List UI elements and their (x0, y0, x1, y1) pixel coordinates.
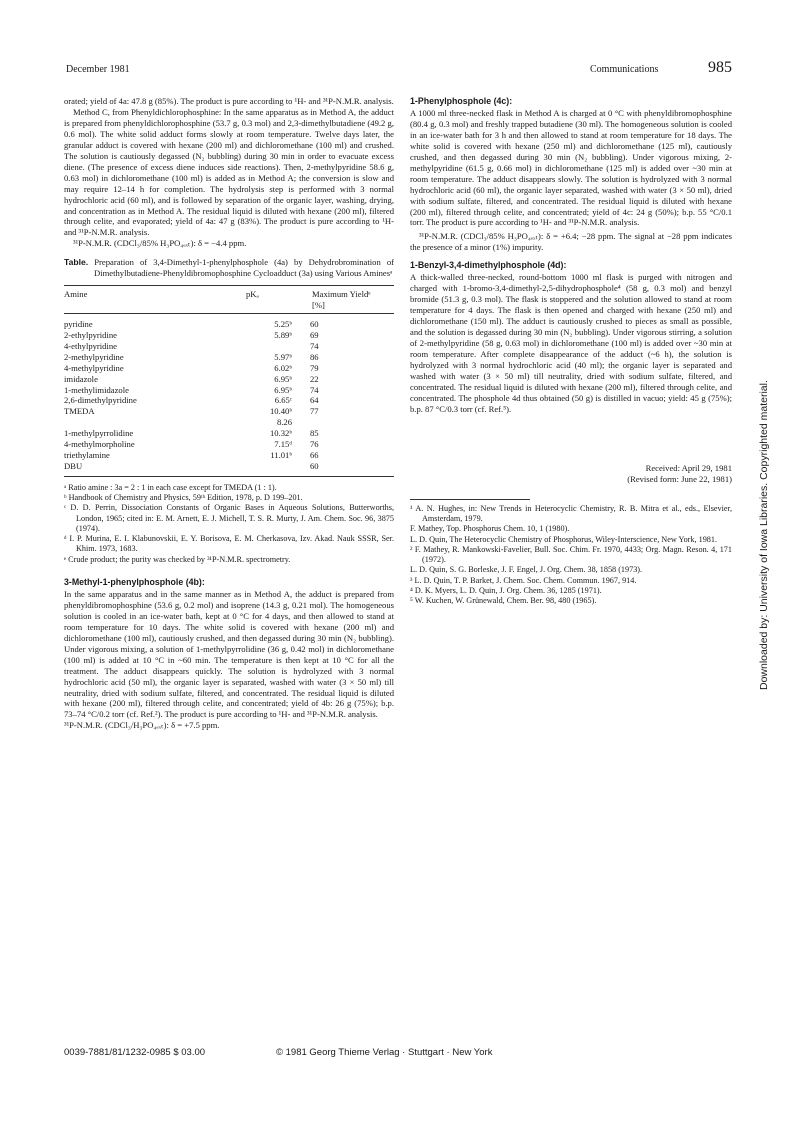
col-yield-header: Maximum Yieldᵉ (312, 289, 371, 300)
cell-amine: 2,6-dimethylpyridine (64, 395, 137, 406)
references-rule (410, 499, 530, 500)
col-amine-header: Amine (64, 289, 88, 300)
reference-item: L. D. Quin, The Heterocyclic Chemistry of Phosphorus, Wiley-Interscience, New York, 1981. (410, 534, 718, 544)
cell-amine: DBU (64, 460, 83, 471)
cell-amine: 2-ethylpyridine (64, 330, 117, 341)
cell-yield: 85 (310, 428, 319, 439)
table-caption-label: Table. (64, 257, 89, 268)
reference-item: L. D. Quin, S. G. Borleske, J. F. Engel, J. Org. Chem. 38, 1858 (1973). (410, 565, 643, 575)
cell-yield: 22 (310, 373, 319, 384)
cell-yield: 76 (310, 438, 319, 449)
table-footnote: ᶜ D. D. Perrin, Dissociation Constants of Organic Bases in Aqueous Solutions, Butterworths, London, 1965; cited in: E. M. Arnett, E. J. Michell, T. S. R. Murty, J. Am. Chem. Soc. 96, 3875 (1974). (64, 503, 394, 533)
references (410, 504, 732, 607)
header-section: Communications (590, 64, 659, 75)
reference-item: ⁴ D. K. Myers, L. D. Quin, J. Org. Chem. 36, 1285 (1971). (410, 586, 602, 596)
table-footnote: ᵇ Handbook of Chemistry and Physics, 59ᵗʰ Edition, 1978, p. D 199–201. (64, 492, 303, 502)
heading-4d: 1-Benzyl-3,4-dimethylphosphole (4d): (410, 260, 567, 271)
table-footnote: ᵈ I. P. Murina, E. I. Klabunovskii, E. Y. Borisova, E. M. Cherkasova, Izv. Akad. Nauk SSSR, Ser. Khim. 1973, 1683. (64, 534, 394, 554)
table-row (64, 319, 394, 330)
paragraph: orated; yield of 4a: 47.8 g (85%). The product is pure according to ¹H- and ³¹P-N.M.R. analysis. (64, 96, 394, 106)
cell-amine: 1-methylimidazole (64, 384, 129, 395)
left-column (64, 96, 394, 731)
table-row (64, 417, 394, 428)
cell-pka (214, 341, 292, 352)
table-row (64, 374, 394, 385)
cell-pka: 11.01ᵇ (270, 449, 292, 460)
table-row (64, 439, 394, 450)
cell-yield: 86 (310, 351, 319, 362)
reference-item: ¹ A. N. Hughes, in: New Trends in Heterocyclic Chemistry, R. B. Mitra et al., eds., Elsevier, Amsterdam, 1979. (410, 503, 732, 523)
nmr-4b: ³¹P-N.M.R. (CDCl₃/H₃PO₄ₑₓₜ): δ = +7.5 ppm. (64, 720, 220, 731)
table-row (64, 363, 394, 374)
table-body (64, 319, 394, 471)
side-download-note: Downloaded by: University of Iowa Libraries. Copyrighted material. (758, 380, 770, 690)
table-row (64, 461, 394, 472)
table-header (64, 286, 394, 313)
right-column (410, 96, 732, 607)
cell-yield: 79 (310, 362, 319, 373)
cell-yield: 77 (310, 406, 319, 417)
cell-yield: 60 (310, 460, 319, 471)
table-row (64, 341, 394, 352)
paragraph-4d: A thick-walled three-necked, round-bottom 1000 ml flask is purged with nitrogen and charged with 1-bromo-3,4-dimethyl-2,5-dihydrophosphole⁴ (58 g, 0.3 mol) and benzyl bromide (51.3 g, 0.3 mol). The flask is stoppered and the solution allowed to stand at room temperature for 4 days. The flask is then opened and charged with hexane (250 ml) and dichloromethane (150 ml). The adduct is cautiously crushed to pieces as small as possible, and the solution is degassed during 30 min (N₂ bubbling). Under vigorous stirring, a solution of 2-methylpyridine (58 g, 0.63 mol) in dichloromethane (100 ml) is added over ~30 min at room temperature. After complete disappearance of the adduct (~6 h), the solution is hydrolyzed with 3 normal hydrochloric acid (40 ml); the organic layer is separated and washed with water (3 × 50 ml) till neutrality, dried with sodium sulfate, filtered, and concentrated. The residual liquid is diluted with hexane (200 ml), filtered through celite, and concentrated. The phosphole 4d thus obtained (50 g) is distilled in vacuo; yield: 45 g (75%); b.p. 87 °C/0.3 torr (cf. Ref.⁵). (410, 272, 732, 414)
table-row (64, 450, 394, 461)
table-row (64, 352, 394, 363)
cell-amine: 1-methylpyrrolidine (64, 428, 134, 439)
table-row (64, 406, 394, 417)
reference-item: ⁵ W. Kuchen, W. Grünewald, Chem. Ber. 98, 480 (1965). (410, 596, 597, 606)
cell-amine: 4-ethylpyridine (64, 340, 117, 351)
cell-pka: 10.40ᵇ (270, 406, 292, 417)
cell-pka: 6.02ᵇ (274, 362, 292, 373)
paragraph-4c: A 1000 ml three-necked flask in Method A is charged at 0 °C with phenyldibromophosphine (80.4 g, 0.3 mol) and freshly trapped butadiene (30 ml). The homogeneous solution is cooled in an ice-water bath for 3 h and then allowed to stand at room temperature for 18 days. The white solid is covered with hexane (250 ml) and dichloromethane (125 ml), cautiously crushed, and then degassed during 30 min (N₂ bubbling). Under vigorous mixing, 2-methylpyridine (61.5 g, 0.66 mol) in dichloromethane (125 ml) is added over ~30 min at room temperature. The adduct disappears slowly. The solution is hydrolyzed with 3 normal hydrochloric acid (60 ml), the organic layer separated, washed with water (3 × 50 ml), dried with sodium sulfate, filtered, and concentrated. The residual liquid is diluted with hexane (200 ml), filtered through celite, and concentrated; yield of 4c: 24 g (50%); b.p. 55 °C/0.1 torr. The product is pure according to ¹H- and ³¹P-N.M.R. analysis. (410, 107, 732, 228)
paragraph-method-c: Method C, from Phenyldichlorophosphine: In the same apparatus as in Method A, the adduct is prepared from phenyldichlorophosphine (53.7 g, 0.3 mol) and 2,3-dimethylbutadiene (49.2 g, 0.6 mol). The white solid adduct forms slowly at room temperature. Twelve days later, the granular adduct is covered with hexane (200 ml) and dichloromethane (100 ml) and crushed. The solution is cautiously degassed (N₂ bubbling) during 30 min in order to evacuate excess diene. (The presence of excess diene induces side reactions). Then, 2-methylpyridine 58.6 g, 0.63 mol) in dichloromethane (100 ml) is added as in Method A; the conversion is slow and may require 12–14 h for completion. The hydrolysis step is performed with 3 normal hydrochloric acid (60 ml), and is followed by separation of the organic layer, washing, drying, and concentration as in Method A. The residual liquid is diluted with hexane (200 ml), filtered through celite, and evaporated; yield of 4a: 47 g (83%). The product is pure according to ¹H- and ³¹P-N.M.R. analysis. (64, 106, 394, 238)
cell-yield: 66 (310, 449, 319, 460)
table-row (64, 428, 394, 439)
cell-pka: 6.95ᵇ (274, 373, 292, 384)
revised-date: (Revised form: June 22, 1981) (627, 473, 732, 484)
nmr-4a: ³¹P-N.M.R. (CDCl₃/85% H₃PO₄ₑₓₜ): δ = −4.4 ppm. (73, 238, 247, 249)
col-pka-header: pKₐ (246, 289, 259, 300)
col-yield-unit: [%] (312, 300, 325, 311)
cell-pka: 5.25ᵇ (274, 319, 292, 330)
table-caption-text: Preparation of 3,4-Dimethyl-1-phenylphosphole (4a) by Dehydrobromination of Dimethylbutadiene-Phenyldibromophosphine Cycloadduct (3a) using Various Aminesᵃ (94, 257, 394, 279)
nmr-4c: ³¹P-N.M.R. (CDCl₃/85% H₃PO₄ₑₓₜ): δ = +6.4; −28 ppm. The signal at −28 ppm indicates the presence of a minor (1%) impurity. (410, 231, 732, 253)
cell-amine: imidazole (64, 373, 98, 384)
heading-4c: 1-Phenylphosphole (4c): (410, 96, 513, 106)
reference-item: ³ L. D. Quin, T. P. Barket, J. Chem. Soc. Chem. Commun. 1967, 914. (410, 575, 637, 585)
cell-pka: 6.95ᵇ (274, 384, 292, 395)
cell-amine: triethylamine (64, 449, 110, 460)
cell-amine: TMEDA (64, 406, 95, 417)
cell-pka: 10.32ᵇ (270, 428, 292, 439)
reference-item: F. Mathey, Top. Phosphorus Chem. 10, 1 (1980). (410, 524, 570, 534)
cell-yield: 74 (310, 340, 319, 351)
footer-code: 0039-7881/81/1232-0985 $ 03.00 (64, 1047, 206, 1058)
table-row (64, 395, 394, 406)
cell-yield: 69 (310, 330, 319, 341)
footer-copyright: © 1981 Georg Thieme Verlag · Stuttgart · New York (276, 1047, 493, 1058)
cell-yield (292, 417, 390, 428)
cell-pka: 7.15ᵈ (274, 438, 292, 449)
cell-pka: 5.89ᵇ (274, 330, 292, 341)
cell-amine: 2-methylpyridine (64, 351, 124, 362)
received-date: Received: April 29, 1981 (645, 462, 732, 473)
cell-amine: 4-methylmorpholine (64, 438, 135, 449)
cell-yield: 64 (310, 395, 319, 406)
heading-4b: 3-Methyl-1-phenylphosphole (4b): (64, 577, 205, 587)
table-caption (64, 257, 394, 279)
table-footnote: ᵉ Crude product; the purity was checked by ³¹P-N.M.R. spectrometry. (64, 554, 291, 564)
cell-yield: 60 (310, 319, 319, 330)
cell-yield: 74 (310, 384, 319, 395)
cell-pka: 5.97ᵇ (274, 351, 292, 362)
cell-amine (64, 417, 214, 428)
header-date: December 1981 (66, 64, 130, 75)
cell-amine: 4-methylpyridine (64, 362, 124, 373)
table-row (64, 330, 394, 341)
table-row (64, 385, 394, 396)
reference-item: ² F. Mathey, R. Mankowski-Favelier, Bull. Soc. Chim. Fr. 1970, 4433; Org. Magn. Reson. 4, 171 (1972). (410, 544, 732, 565)
cell-pka: 6.65ᶜ (274, 395, 292, 406)
cell-pka: 8.26 (276, 417, 292, 428)
table-footnote: ᵃ Ratio amine : 3a = 2 : 1 in each case except for TMEDA (1 : 1). (64, 482, 277, 492)
cell-pka (214, 461, 292, 472)
paragraph-4b: In the same apparatus and in the same manner as in Method A, the adduct is prepared from phenyldibromophosphine (53.6 g, 0.2 mol) and isoprene (14.3 g, 0.21 mol). The homogeneous solution is cooled in an ice-water bath, kept at 0 °C for 4 days, and then allowed to stand at room temperature for 10 days. The white solid is covered with hexane (200 ml) and dichloromethane (100 ml), cautiously crushed, and then degassed during 30 min (N₂ bubbling). Under vigorous mixing, a solution of 1-methylpyrrolidine (36 g, 0.42 mol) in dichloromethane (100 ml) is added at 10 °C in ~60 min. The temperature is then kept at 10 °C for all the treatment. The adduct disappears quickly. The solution is hydrolyzed with 3 normal hydrochloric acid (50 ml), the organic layer is separated, washed with water (3 × 50 ml) till neutrality, dried with sodium sulfate, filtered, and concentrated. The residual liquid is diluted with hexane (200 ml), filtered through celite, and concentrated; yield of 4b: 26 g (75%); b.p. 73–74 °C/0.2 torr (cf. Ref.²). The product is pure according to ¹H- and ³¹P-N.M.R. analysis. (64, 588, 394, 720)
table-footnotes (64, 483, 394, 565)
page-number: 985 (708, 59, 732, 76)
cell-amine: pyridine (64, 319, 93, 330)
